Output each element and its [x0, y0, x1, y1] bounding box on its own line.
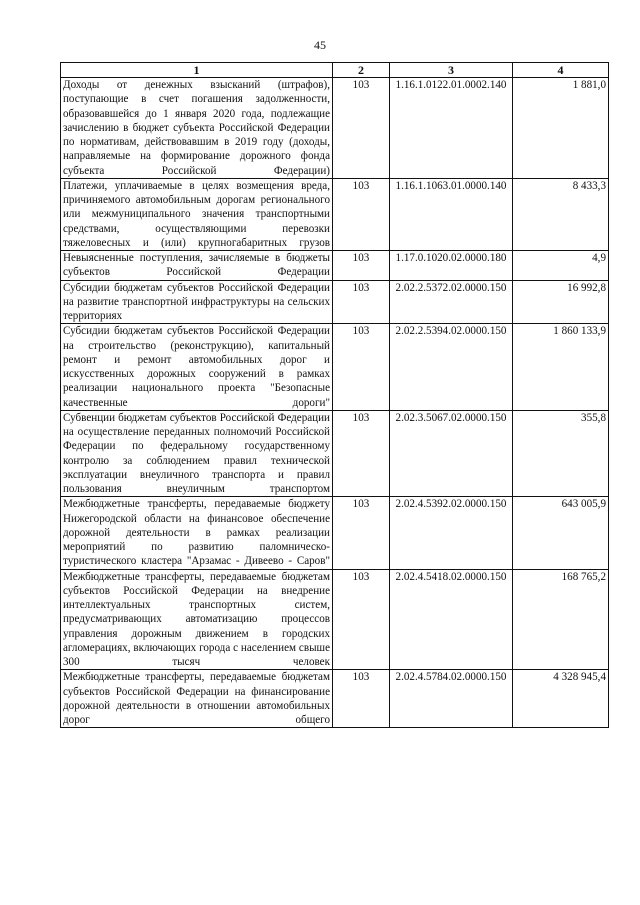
classification-code-cell: 2.02.4.5784.02.0000.150: [390, 670, 513, 728]
table-row: [61, 78, 609, 179]
column-header-4: 4: [513, 63, 609, 78]
column-header-1: 1: [61, 63, 333, 78]
admin-code-cell: 103: [333, 251, 390, 281]
table-row: [61, 251, 609, 281]
revenue-name-cell: Платежи, уплачиваемые в целях возмещения вреда, причиняемого автомобильным дорогам регионального или межмуниципального значения транспортными средствами, осуществляющими перевозки тяжеловесных и (или) крупногабаритных грузов: [61, 178, 333, 250]
table-row: [61, 410, 609, 497]
page-number: 45: [314, 38, 326, 52]
classification-code-cell: 2.02.2.5394.02.0000.150: [390, 324, 513, 411]
classification-code-cell: 1.17.0.1020.02.0000.180: [390, 251, 513, 281]
table-row: [61, 497, 609, 569]
classification-code-cell: 2.02.4.5392.02.0000.150: [390, 497, 513, 569]
amount-cell: 4,9: [513, 251, 609, 281]
admin-code-cell: 103: [333, 324, 390, 411]
admin-code-cell: 103: [333, 410, 390, 497]
amount-cell: 4 328 945,4: [513, 670, 609, 728]
revenue-name-cell: Межбюджетные трансферты, передаваемые бюджетам субъектов Российской Федерации на финансирование дорожной деятельности в отношении автомобильных дорог общего: [61, 670, 333, 728]
column-header-2: 2: [333, 63, 390, 78]
admin-code-cell: 103: [333, 670, 390, 728]
revenue-name-cell: Межбюджетные трансферты, передаваемые бюджету Нижегородской области на финансовое обеспечение дорожной деятельности в рамках реализации мероприятий по развитию паломническо-туристического кластера "Арзамас - Дивеево - Саров": [61, 497, 333, 569]
revenue-name-cell: Межбюджетные трансферты, передаваемые бюджетам субъектов Российской Федерации на внедрение интеллектуальных транспортных систем, предусматривающих автоматизацию процессов управления дорожным движением в городских агломерациях, включающих города с населением свыше 300 тысяч человек: [61, 569, 333, 670]
admin-code-cell: 103: [333, 78, 390, 179]
table-header-row: [61, 63, 609, 78]
revenue-name-cell: Субсидии бюджетам субъектов Российской Федерации на развитие транспортной инфраструктуры на сельских территориях: [61, 280, 333, 324]
table-row: [61, 280, 609, 324]
amount-cell: 16 992,8: [513, 280, 609, 324]
amount-cell: 355,8: [513, 410, 609, 497]
admin-code-cell: 103: [333, 178, 390, 250]
table-body: [61, 78, 609, 728]
admin-code-cell: 103: [333, 280, 390, 324]
revenue-name-cell: Невыясненные поступления, зачисляемые в бюджеты субъектов Российской Федерации: [61, 251, 333, 281]
classification-code-cell: 1.16.1.0122.01.0002.140: [390, 78, 513, 179]
amount-cell: 643 005,9: [513, 497, 609, 569]
table-row: [61, 324, 609, 411]
classification-code-cell: 2.02.2.5372.02.0000.150: [390, 280, 513, 324]
admin-code-cell: 103: [333, 497, 390, 569]
revenue-name-cell: Доходы от денежных взысканий (штрафов), поступающие в счет погашения задолженности, образовавшейся до 1 января 2020 года, подлежащие зачислению в бюджет субъекта Российской Федерации по нормативам, действовавшим в 2019 году (доходы, направляемые на формирование дорожного фонда субъекта Российской Федерации): [61, 78, 333, 179]
table-row: [61, 569, 609, 670]
classification-code-cell: 2.02.3.5067.02.0000.150: [390, 410, 513, 497]
classification-code-cell: 2.02.4.5418.02.0000.150: [390, 569, 513, 670]
table-row: [61, 670, 609, 728]
table-row: [61, 178, 609, 250]
amount-cell: 8 433,3: [513, 178, 609, 250]
admin-code-cell: 103: [333, 569, 390, 670]
revenue-name-cell: Субвенции бюджетам субъектов Российской Федерации на осуществление переданных полномочий Российской Федерации по федеральному государственному контролю за соблюдением правил технической эксплуатации внеуличного транспорта и правил пользования внеуличным транспортом: [61, 410, 333, 497]
column-header-3: 3: [390, 63, 513, 78]
classification-code-cell: 1.16.1.1063.01.0000.140: [390, 178, 513, 250]
amount-cell: 168 765,2: [513, 569, 609, 670]
amount-cell: 1 860 133,9: [513, 324, 609, 411]
budget-revenue-table: [60, 62, 609, 728]
amount-cell: 1 881,0: [513, 78, 609, 179]
revenue-name-cell: Субсидии бюджетам субъектов Российской Федерации на строительство (реконструкцию), капитальный ремонт и ремонт автомобильных дорог и искусственных дорожных сооружений в рамках реализации национального проекта "Безопасные качественные дороги": [61, 324, 333, 411]
